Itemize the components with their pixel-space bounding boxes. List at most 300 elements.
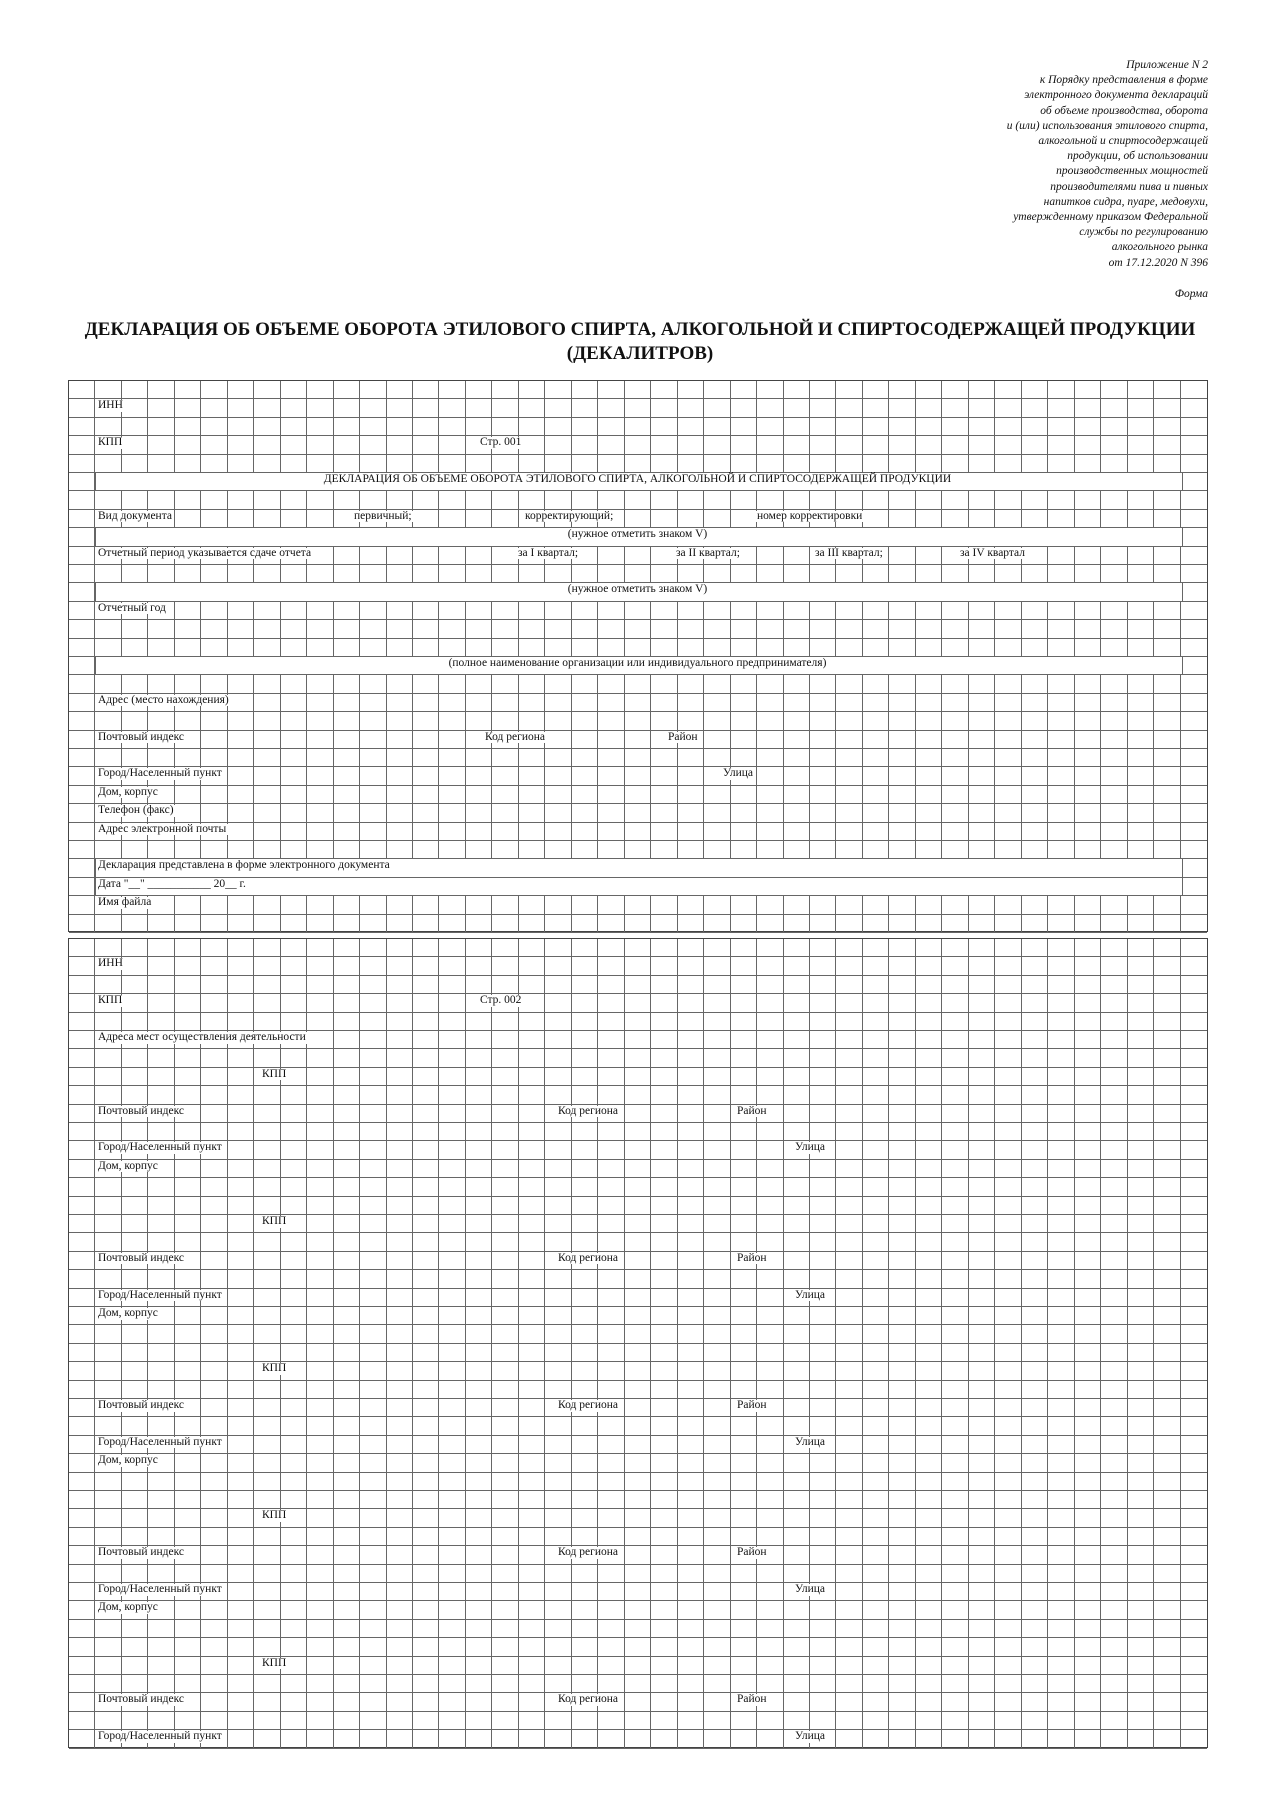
input-cell[interactable]	[466, 1325, 492, 1342]
input-cell[interactable]	[572, 957, 598, 974]
input-cell[interactable]	[810, 1417, 836, 1434]
input-cell[interactable]	[1154, 1105, 1180, 1122]
input-cell[interactable]	[413, 1013, 439, 1030]
input-cell[interactable]	[148, 399, 174, 416]
input-cell[interactable]	[572, 1068, 598, 1085]
input-cell[interactable]	[942, 939, 968, 956]
input-cell[interactable]	[969, 1252, 995, 1269]
input-cell[interactable]	[889, 731, 915, 748]
input-cell[interactable]	[545, 1528, 571, 1545]
input-cell[interactable]	[228, 841, 254, 858]
input-cell[interactable]	[572, 1436, 598, 1453]
input-cell[interactable]	[1022, 915, 1048, 932]
input-cell[interactable]	[466, 1252, 492, 1269]
input-cell[interactable]	[1048, 1123, 1074, 1140]
input-cell[interactable]	[678, 1325, 704, 1342]
input-cell[interactable]	[519, 1325, 545, 1342]
input-cell[interactable]	[757, 602, 783, 619]
input-cell[interactable]	[942, 1528, 968, 1545]
input-cell[interactable]	[1075, 1491, 1101, 1508]
input-cell[interactable]	[360, 1178, 386, 1195]
input-cell[interactable]	[387, 418, 413, 435]
input-cell[interactable]	[651, 1546, 677, 1563]
input-cell[interactable]	[122, 1270, 148, 1287]
input-cell[interactable]	[942, 1270, 968, 1287]
input-cell[interactable]	[995, 1436, 1021, 1453]
input-cell[interactable]	[836, 1399, 862, 1416]
input-cell[interactable]	[1022, 1362, 1048, 1379]
input-cell[interactable]	[69, 939, 95, 956]
input-cell[interactable]	[704, 455, 730, 472]
input-cell[interactable]	[863, 1325, 889, 1342]
input-cell[interactable]	[281, 1344, 307, 1361]
input-cell[interactable]	[995, 1491, 1021, 1508]
input-cell[interactable]	[228, 1693, 254, 1710]
input-cell[interactable]	[307, 675, 333, 692]
input-cell[interactable]	[254, 1620, 280, 1637]
input-cell[interactable]	[995, 1086, 1021, 1103]
input-cell[interactable]	[678, 639, 704, 656]
input-cell[interactable]	[1101, 565, 1127, 582]
input-cell[interactable]	[731, 939, 757, 956]
input-cell[interactable]	[942, 1399, 968, 1416]
input-cell[interactable]	[1075, 1197, 1101, 1214]
input-cell[interactable]	[281, 1565, 307, 1582]
input-cell[interactable]	[810, 712, 836, 729]
input-cell[interactable]	[889, 1105, 915, 1122]
input-cell[interactable]	[69, 1049, 95, 1066]
input-cell[interactable]	[1101, 694, 1127, 711]
input-cell[interactable]	[757, 1307, 783, 1324]
input-cell[interactable]	[651, 1657, 677, 1674]
input-cell[interactable]	[69, 1160, 95, 1177]
input-cell[interactable]	[360, 1215, 386, 1232]
input-cell[interactable]	[995, 786, 1021, 803]
input-cell[interactable]	[969, 712, 995, 729]
input-cell[interactable]	[122, 436, 148, 453]
input-cell[interactable]	[201, 841, 227, 858]
input-cell[interactable]	[466, 1417, 492, 1434]
input-cell[interactable]	[916, 1381, 942, 1398]
input-cell[interactable]	[519, 381, 545, 398]
input-cell[interactable]	[175, 1657, 201, 1674]
input-cell[interactable]	[148, 1123, 174, 1140]
input-cell[interactable]	[148, 939, 174, 956]
input-cell[interactable]	[784, 1491, 810, 1508]
input-cell[interactable]	[307, 1141, 333, 1158]
input-cell[interactable]	[122, 418, 148, 435]
input-cell[interactable]	[969, 1730, 995, 1747]
input-cell[interactable]	[440, 823, 466, 840]
input-cell[interactable]	[307, 1473, 333, 1490]
input-cell[interactable]	[281, 1546, 307, 1563]
input-cell[interactable]	[360, 1252, 386, 1269]
input-cell[interactable]	[1101, 436, 1127, 453]
input-cell[interactable]	[413, 639, 439, 656]
input-cell[interactable]	[678, 1473, 704, 1490]
input-cell[interactable]	[678, 1693, 704, 1710]
input-cell[interactable]	[148, 1197, 174, 1214]
input-cell[interactable]	[1101, 1712, 1127, 1729]
input-cell[interactable]	[995, 436, 1021, 453]
input-cell[interactable]	[1154, 455, 1180, 472]
input-cell[interactable]	[836, 1270, 862, 1287]
input-cell[interactable]	[1022, 1233, 1048, 1250]
input-cell[interactable]	[1048, 1270, 1074, 1287]
input-cell[interactable]	[175, 1068, 201, 1085]
input-cell[interactable]	[228, 976, 254, 993]
input-cell[interactable]	[916, 1399, 942, 1416]
input-cell[interactable]	[334, 1436, 360, 1453]
input-cell[interactable]	[492, 1657, 518, 1674]
input-cell[interactable]	[651, 436, 677, 453]
input-cell[interactable]	[254, 1601, 280, 1618]
input-cell[interactable]	[492, 1270, 518, 1287]
input-cell[interactable]	[1154, 915, 1180, 932]
input-cell[interactable]	[1154, 1601, 1180, 1618]
input-cell[interactable]	[625, 1270, 651, 1287]
input-cell[interactable]	[678, 915, 704, 932]
input-cell[interactable]	[545, 712, 571, 729]
input-cell[interactable]	[916, 1325, 942, 1342]
input-cell[interactable]	[969, 1509, 995, 1526]
input-cell[interactable]	[228, 1712, 254, 1729]
input-cell[interactable]	[254, 565, 280, 582]
input-cell[interactable]	[625, 767, 651, 784]
input-cell[interactable]	[545, 939, 571, 956]
input-cell[interactable]	[360, 1086, 386, 1103]
input-cell[interactable]	[1075, 418, 1101, 435]
input-cell[interactable]	[995, 455, 1021, 472]
input-cell[interactable]	[334, 1086, 360, 1103]
input-cell[interactable]	[466, 896, 492, 913]
input-cell[interactable]	[572, 939, 598, 956]
input-cell[interactable]	[836, 957, 862, 974]
input-cell[interactable]	[678, 1712, 704, 1729]
input-cell[interactable]	[1048, 510, 1074, 527]
input-cell[interactable]	[201, 399, 227, 416]
input-cell[interactable]	[651, 1068, 677, 1085]
input-cell[interactable]	[281, 823, 307, 840]
input-cell[interactable]	[836, 1491, 862, 1508]
input-cell[interactable]	[281, 749, 307, 766]
input-cell[interactable]	[704, 491, 730, 508]
input-cell[interactable]	[942, 1105, 968, 1122]
input-cell[interactable]	[942, 602, 968, 619]
input-cell[interactable]	[889, 675, 915, 692]
input-cell[interactable]	[942, 565, 968, 582]
input-cell[interactable]	[201, 639, 227, 656]
input-cell[interactable]	[440, 1491, 466, 1508]
input-cell[interactable]	[625, 1215, 651, 1232]
input-cell[interactable]	[598, 1362, 624, 1379]
input-cell[interactable]	[1128, 1141, 1154, 1158]
input-cell[interactable]	[360, 841, 386, 858]
input-cell[interactable]	[281, 1178, 307, 1195]
input-cell[interactable]	[969, 510, 995, 527]
input-cell[interactable]	[307, 1270, 333, 1287]
input-cell[interactable]	[757, 994, 783, 1011]
input-cell[interactable]	[492, 1638, 518, 1655]
input-cell[interactable]	[69, 1399, 95, 1416]
input-cell[interactable]	[492, 1565, 518, 1582]
input-cell[interactable]	[731, 381, 757, 398]
input-cell[interactable]	[413, 767, 439, 784]
input-cell[interactable]	[995, 1362, 1021, 1379]
input-cell[interactable]	[334, 1509, 360, 1526]
input-cell[interactable]	[810, 1638, 836, 1655]
input-cell[interactable]	[466, 1712, 492, 1729]
input-cell[interactable]	[995, 1583, 1021, 1600]
input-cell[interactable]	[413, 1215, 439, 1232]
input-cell[interactable]	[254, 1730, 280, 1747]
input-cell[interactable]	[413, 731, 439, 748]
input-cell[interactable]	[175, 1325, 201, 1342]
input-cell[interactable]	[863, 896, 889, 913]
input-cell[interactable]	[757, 1362, 783, 1379]
input-cell[interactable]	[413, 957, 439, 974]
input-cell[interactable]	[492, 1491, 518, 1508]
input-cell[interactable]	[731, 399, 757, 416]
input-cell[interactable]	[1022, 896, 1048, 913]
input-cell[interactable]	[1048, 1068, 1074, 1085]
input-cell[interactable]	[625, 694, 651, 711]
input-cell[interactable]	[731, 455, 757, 472]
input-cell[interactable]	[889, 1565, 915, 1582]
input-cell[interactable]	[281, 1730, 307, 1747]
input-cell[interactable]	[704, 1399, 730, 1416]
input-cell[interactable]	[784, 1546, 810, 1563]
input-cell[interactable]	[201, 620, 227, 637]
input-cell[interactable]	[201, 749, 227, 766]
input-cell[interactable]	[387, 1730, 413, 1747]
input-cell[interactable]	[1075, 1289, 1101, 1306]
input-cell[interactable]	[757, 1417, 783, 1434]
input-cell[interactable]	[916, 1473, 942, 1490]
input-cell[interactable]	[175, 1233, 201, 1250]
input-cell[interactable]	[1048, 1362, 1074, 1379]
input-cell[interactable]	[228, 823, 254, 840]
input-cell[interactable]	[704, 510, 730, 527]
input-cell[interactable]	[916, 1620, 942, 1637]
input-cell[interactable]	[440, 1325, 466, 1342]
input-cell[interactable]	[1048, 915, 1074, 932]
input-cell[interactable]	[148, 1657, 174, 1674]
input-cell[interactable]	[1048, 1086, 1074, 1103]
input-cell[interactable]	[201, 1417, 227, 1434]
input-cell[interactable]	[889, 1049, 915, 1066]
input-cell[interactable]	[625, 1307, 651, 1324]
input-cell[interactable]	[1154, 731, 1180, 748]
input-cell[interactable]	[757, 639, 783, 656]
input-cell[interactable]	[810, 749, 836, 766]
input-cell[interactable]	[148, 1381, 174, 1398]
input-cell[interactable]	[95, 620, 121, 637]
input-cell[interactable]	[916, 994, 942, 1011]
input-cell[interactable]	[916, 915, 942, 932]
input-cell[interactable]	[889, 1289, 915, 1306]
input-cell[interactable]	[466, 976, 492, 993]
input-cell[interactable]	[1022, 749, 1048, 766]
input-cell[interactable]	[889, 565, 915, 582]
input-cell[interactable]	[784, 767, 810, 784]
input-cell[interactable]	[731, 1325, 757, 1342]
input-cell[interactable]	[69, 1105, 95, 1122]
input-cell[interactable]	[1022, 675, 1048, 692]
input-cell[interactable]	[995, 1657, 1021, 1674]
input-cell[interactable]	[440, 976, 466, 993]
input-cell[interactable]	[757, 712, 783, 729]
input-cell[interactable]	[1101, 994, 1127, 1011]
input-cell[interactable]	[307, 1436, 333, 1453]
input-cell[interactable]	[334, 675, 360, 692]
input-cell[interactable]	[1154, 1509, 1180, 1526]
input-cell[interactable]	[387, 1509, 413, 1526]
input-cell[interactable]	[334, 1454, 360, 1471]
input-cell[interactable]	[413, 1123, 439, 1140]
input-cell[interactable]	[598, 896, 624, 913]
input-cell[interactable]	[836, 639, 862, 656]
input-cell[interactable]	[360, 418, 386, 435]
input-cell[interactable]	[810, 804, 836, 821]
input-cell[interactable]	[784, 1417, 810, 1434]
input-cell[interactable]	[545, 1712, 571, 1729]
input-cell[interactable]	[1101, 976, 1127, 993]
input-cell[interactable]	[281, 675, 307, 692]
input-cell[interactable]	[387, 1399, 413, 1416]
input-cell[interactable]	[1022, 639, 1048, 656]
input-cell[interactable]	[916, 1638, 942, 1655]
input-cell[interactable]	[69, 1289, 95, 1306]
input-cell[interactable]	[466, 639, 492, 656]
input-cell[interactable]	[440, 1160, 466, 1177]
input-cell[interactable]	[413, 1583, 439, 1600]
input-cell[interactable]	[360, 749, 386, 766]
input-cell[interactable]	[889, 712, 915, 729]
input-cell[interactable]	[281, 1123, 307, 1140]
input-cell[interactable]	[175, 1178, 201, 1195]
input-cell[interactable]	[704, 675, 730, 692]
input-cell[interactable]	[307, 1068, 333, 1085]
input-cell[interactable]	[889, 1730, 915, 1747]
input-cell[interactable]	[95, 491, 121, 508]
input-cell[interactable]	[228, 1105, 254, 1122]
input-cell[interactable]	[69, 1013, 95, 1030]
input-cell[interactable]	[1075, 1381, 1101, 1398]
input-cell[interactable]	[1128, 1491, 1154, 1508]
input-cell[interactable]	[651, 1730, 677, 1747]
input-cell[interactable]	[545, 436, 571, 453]
input-cell[interactable]	[360, 1730, 386, 1747]
input-cell[interactable]	[307, 1307, 333, 1324]
input-cell[interactable]	[810, 1270, 836, 1287]
input-cell[interactable]	[69, 381, 95, 398]
input-cell[interactable]	[784, 994, 810, 1011]
input-cell[interactable]	[969, 1123, 995, 1140]
input-cell[interactable]	[122, 1086, 148, 1103]
input-cell[interactable]	[625, 976, 651, 993]
input-cell[interactable]	[545, 731, 571, 748]
input-cell[interactable]	[784, 399, 810, 416]
input-cell[interactable]	[175, 455, 201, 472]
input-cell[interactable]	[598, 1307, 624, 1324]
input-cell[interactable]	[704, 1528, 730, 1545]
input-cell[interactable]	[148, 976, 174, 993]
input-cell[interactable]	[1101, 896, 1127, 913]
input-cell[interactable]	[969, 1638, 995, 1655]
input-cell[interactable]	[387, 602, 413, 619]
input-cell[interactable]	[1154, 1270, 1180, 1287]
input-cell[interactable]	[519, 804, 545, 821]
input-cell[interactable]	[1154, 1417, 1180, 1434]
input-cell[interactable]	[466, 675, 492, 692]
input-cell[interactable]	[1154, 804, 1180, 821]
input-cell[interactable]	[678, 1546, 704, 1563]
input-cell[interactable]	[651, 915, 677, 932]
input-cell[interactable]	[995, 994, 1021, 1011]
input-cell[interactable]	[836, 1601, 862, 1618]
input-cell[interactable]	[784, 731, 810, 748]
input-cell[interactable]	[942, 399, 968, 416]
input-cell[interactable]	[757, 1068, 783, 1085]
input-cell[interactable]	[863, 1583, 889, 1600]
input-cell[interactable]	[545, 675, 571, 692]
input-cell[interactable]	[651, 767, 677, 784]
input-cell[interactable]	[1022, 1178, 1048, 1195]
input-cell[interactable]	[784, 896, 810, 913]
input-cell[interactable]	[466, 1565, 492, 1582]
input-cell[interactable]	[704, 1013, 730, 1030]
input-cell[interactable]	[836, 1657, 862, 1674]
input-cell[interactable]	[360, 399, 386, 416]
input-cell[interactable]	[731, 694, 757, 711]
input-cell[interactable]	[545, 418, 571, 435]
input-cell[interactable]	[281, 786, 307, 803]
input-cell[interactable]	[836, 1233, 862, 1250]
input-cell[interactable]	[95, 565, 121, 582]
input-cell[interactable]	[519, 1675, 545, 1692]
input-cell[interactable]	[757, 1381, 783, 1398]
input-cell[interactable]	[704, 1693, 730, 1710]
input-cell[interactable]	[413, 1693, 439, 1710]
input-cell[interactable]	[1048, 1325, 1074, 1342]
input-cell[interactable]	[969, 1436, 995, 1453]
input-cell[interactable]	[784, 1307, 810, 1324]
input-cell[interactable]	[466, 939, 492, 956]
input-cell[interactable]	[1101, 1638, 1127, 1655]
input-cell[interactable]	[995, 1675, 1021, 1692]
input-cell[interactable]	[492, 1454, 518, 1471]
input-cell[interactable]	[572, 1491, 598, 1508]
input-cell[interactable]	[413, 491, 439, 508]
input-cell[interactable]	[651, 639, 677, 656]
input-cell[interactable]	[625, 1693, 651, 1710]
input-cell[interactable]	[969, 455, 995, 472]
input-cell[interactable]	[810, 1215, 836, 1232]
input-cell[interactable]	[810, 1620, 836, 1637]
input-cell[interactable]	[572, 1509, 598, 1526]
input-cell[interactable]	[836, 1178, 862, 1195]
input-cell[interactable]	[201, 896, 227, 913]
input-cell[interactable]	[598, 565, 624, 582]
input-cell[interactable]	[995, 1141, 1021, 1158]
input-cell[interactable]	[254, 1399, 280, 1416]
input-cell[interactable]	[413, 841, 439, 858]
input-cell[interactable]	[1022, 1344, 1048, 1361]
input-cell[interactable]	[598, 399, 624, 416]
input-cell[interactable]	[916, 749, 942, 766]
input-cell[interactable]	[334, 749, 360, 766]
